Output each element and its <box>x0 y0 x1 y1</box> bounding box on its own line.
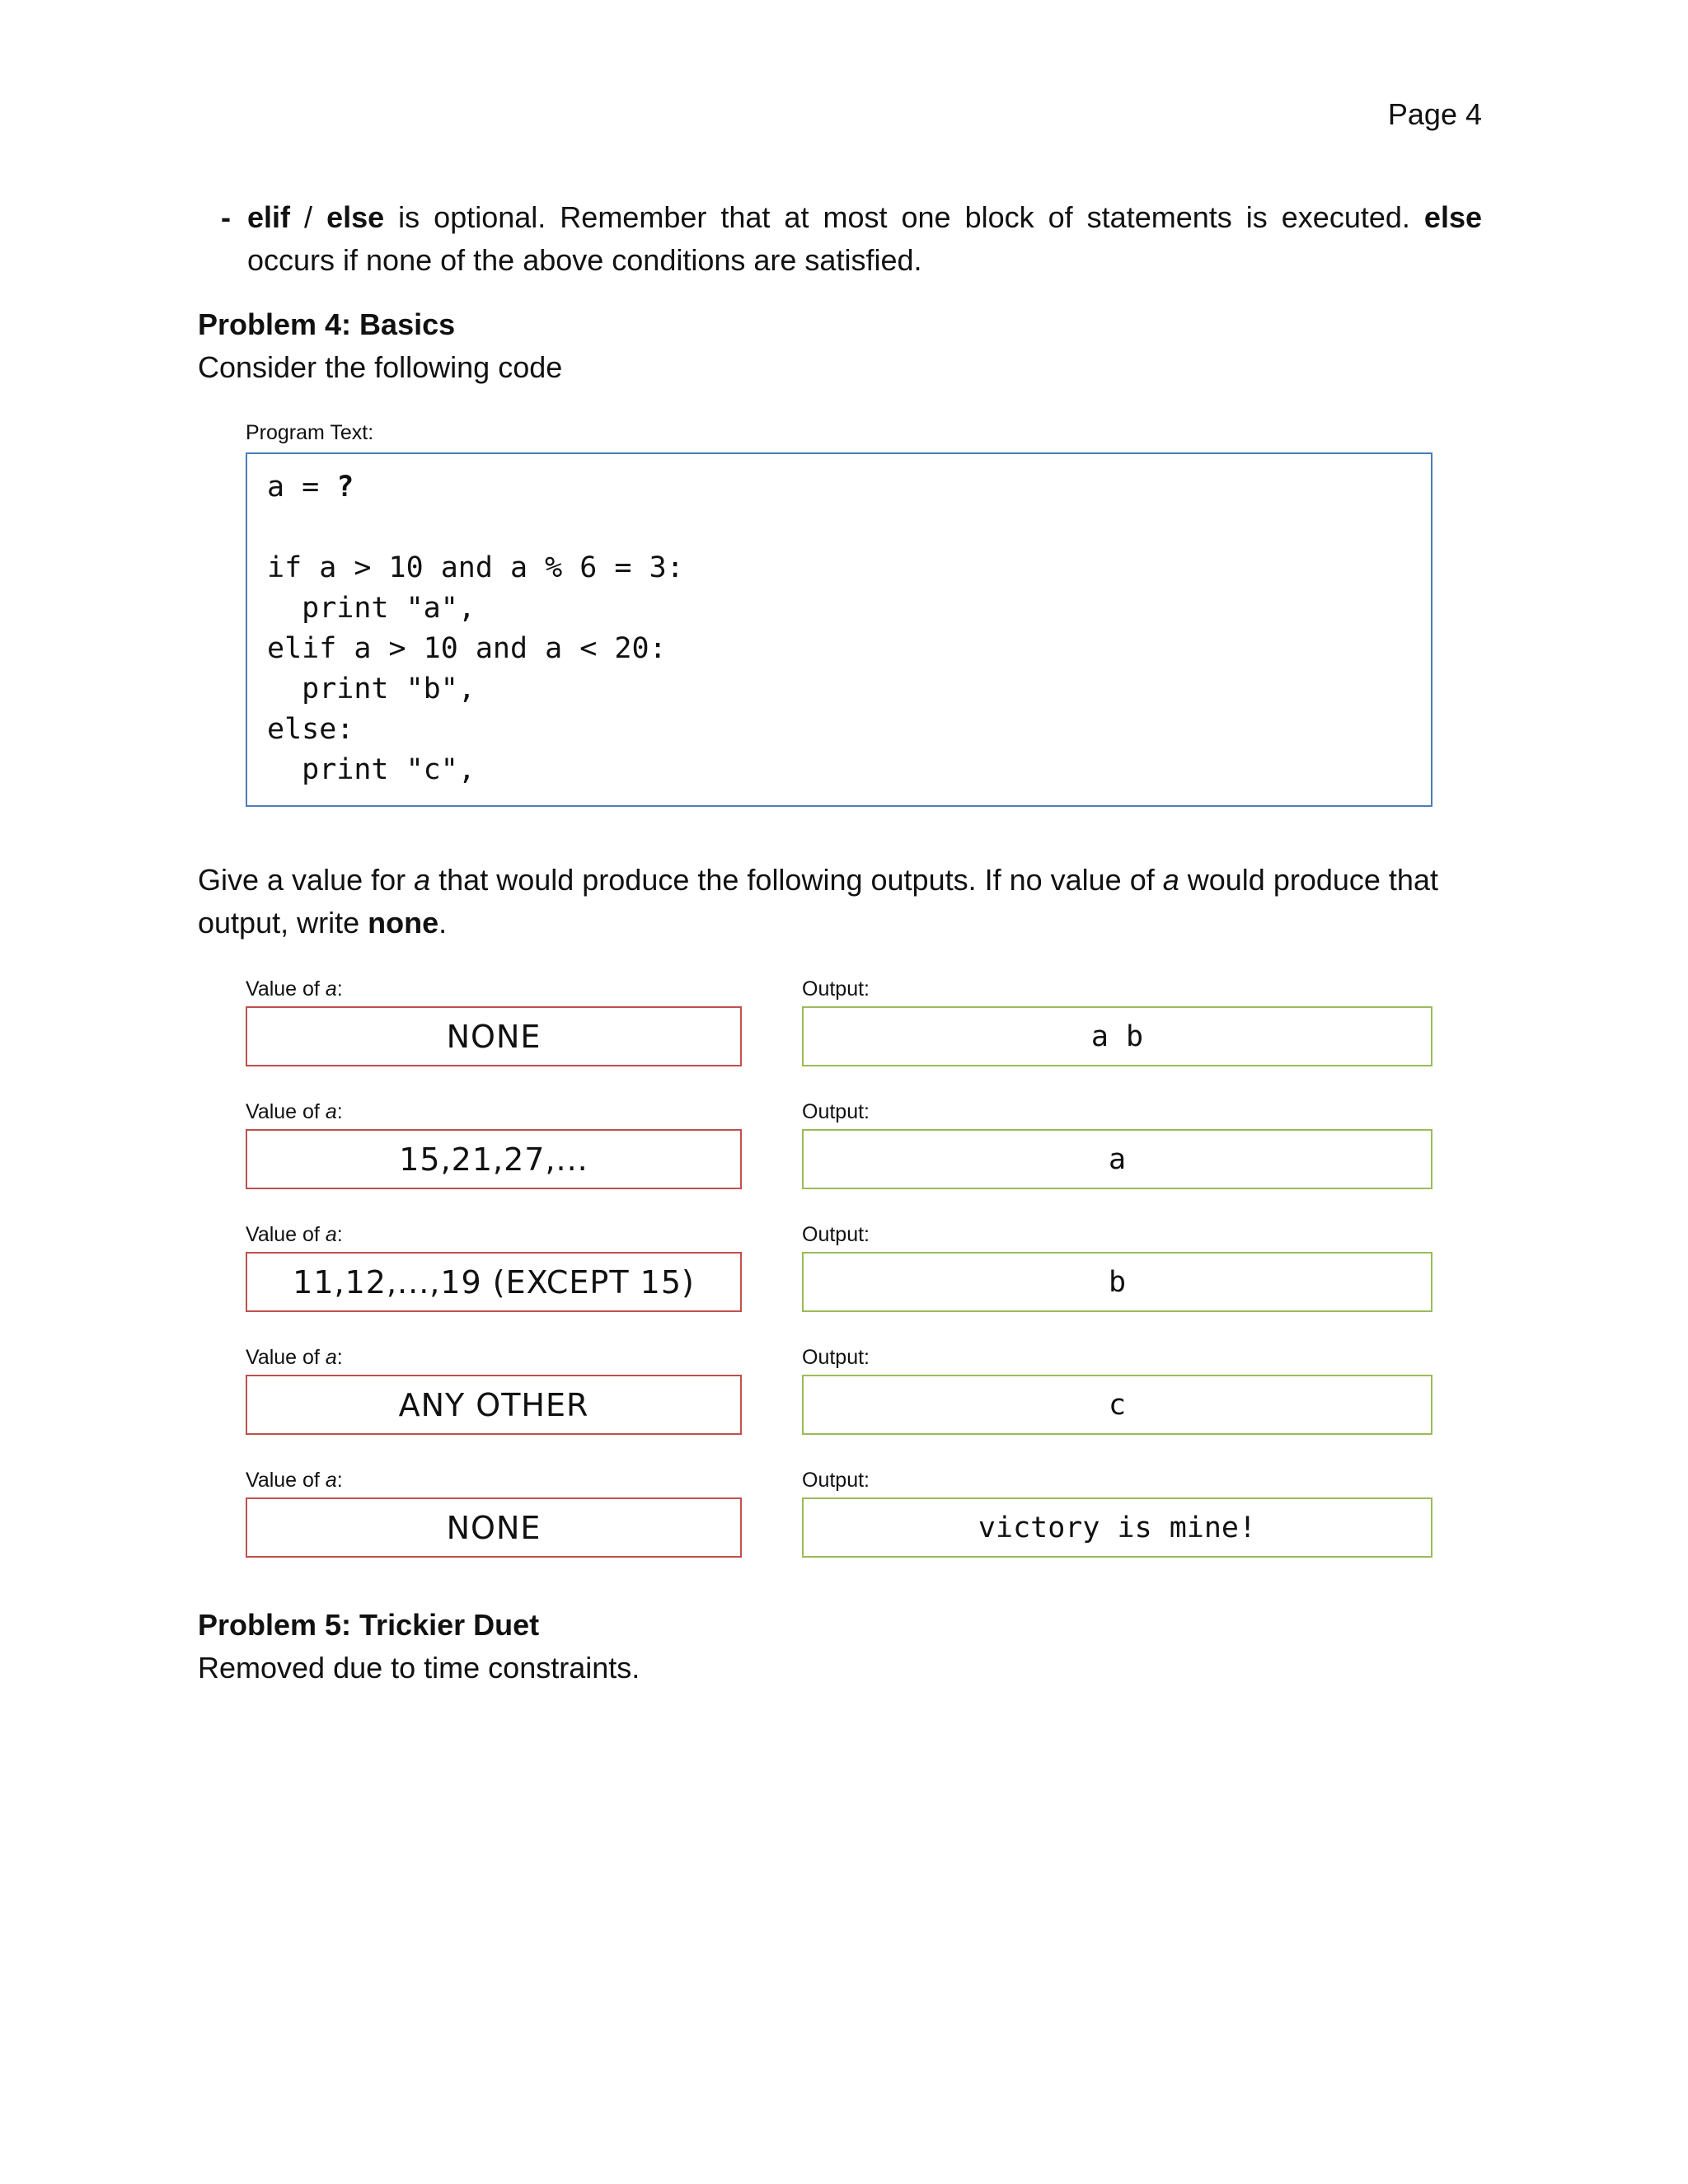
intro-part-3: would produce that output, write <box>198 863 1438 940</box>
value-label-suffix: : <box>336 977 343 1001</box>
value-answer-box[interactable]: 11,12,...,19 (EXCEPT 15) <box>246 1252 742 1312</box>
output-label: Output: <box>802 1223 870 1246</box>
value-label <box>246 1100 343 1124</box>
value-label-var: a <box>325 1223 337 1246</box>
code-line-1-prefix: a = <box>267 471 337 504</box>
value-label <box>246 1223 343 1247</box>
value-label-prefix: Value of <box>246 1100 326 1123</box>
value-answer-box[interactable]: NONE <box>246 1497 742 1558</box>
code-line-3: if a > 10 and a % 6 = 3: <box>267 551 684 584</box>
value-label-var: a <box>325 1346 337 1369</box>
value-label-var: a <box>325 977 337 1001</box>
value-answer-box[interactable]: 15,21,27,... <box>246 1129 742 1189</box>
code-line-1 <box>267 467 1411 508</box>
value-label-var: a <box>325 1100 337 1123</box>
code-line-6: print "b", <box>267 673 476 705</box>
code-line-5: elif a > 10 and a < 20: <box>267 632 667 665</box>
output-label: Output: <box>802 977 870 1001</box>
intro-part-2: that would produce the following outputs. If no value of <box>430 863 1163 897</box>
bullet-mid-text: is optional. Remember that at most one block of statements is executed. <box>384 200 1424 234</box>
problem-5-subtitle: Removed due to time constraints. <box>198 1651 640 1685</box>
value-label-suffix: : <box>336 1346 343 1369</box>
question-intro <box>198 859 1482 944</box>
output-box: c <box>802 1375 1432 1435</box>
code-line-4: print "a", <box>267 592 476 625</box>
output-box: victory is mine! <box>802 1497 1432 1558</box>
intro-var-a-2: a <box>1162 863 1179 897</box>
output-label: Output: <box>802 1100 870 1123</box>
keyword-else: else <box>326 200 385 234</box>
output-box: a b <box>802 1006 1432 1066</box>
value-label-suffix: : <box>336 1100 343 1123</box>
code-line-8: print "c", <box>267 753 476 786</box>
value-label-prefix: Value of <box>246 1469 326 1492</box>
value-label-prefix: Value of <box>246 977 326 1001</box>
value-label <box>246 1469 343 1493</box>
keyword-else-2: else <box>1423 200 1482 234</box>
output-box: a <box>802 1129 1432 1189</box>
value-label-suffix: : <box>336 1469 343 1492</box>
value-label-var: a <box>325 1469 337 1492</box>
code-line-2 <box>267 508 1411 548</box>
intro-var-a: a <box>414 863 431 897</box>
output-box: b <box>802 1252 1432 1312</box>
problem-5-heading: Problem 5: Trickier Duet <box>198 1608 540 1642</box>
intro-part-4: . <box>438 906 448 940</box>
value-label <box>246 1346 343 1370</box>
problem-4-subtitle: Consider the following code <box>198 350 563 384</box>
program-text-label: Program Text: <box>246 421 374 444</box>
bullet-note <box>221 196 1482 282</box>
slash: / <box>290 200 327 234</box>
problem-4-heading: Problem 4: Basics <box>198 307 456 341</box>
value-label-suffix: : <box>336 1223 343 1246</box>
intro-none: none <box>368 906 439 940</box>
value-answer-box[interactable]: NONE <box>246 1006 742 1066</box>
bullet-end-text: occurs if none of the above conditions are satisfied. <box>247 243 922 277</box>
value-answer-box[interactable]: ANY OTHER <box>246 1375 742 1435</box>
page-number: Page 4 <box>1387 97 1482 131</box>
intro-part-1: Give a value for <box>198 863 415 897</box>
code-unknown-value: ? <box>336 471 354 504</box>
value-label <box>246 977 343 1001</box>
bullet-text <box>247 196 1482 282</box>
value-label-prefix: Value of <box>246 1223 326 1246</box>
output-label: Output: <box>802 1469 870 1492</box>
bullet-dash: - <box>221 200 231 234</box>
code-line-7: else: <box>267 713 354 746</box>
keyword-elif: elif <box>247 200 291 234</box>
program-code-box <box>246 452 1432 807</box>
value-label-prefix: Value of <box>246 1346 326 1369</box>
output-label: Output: <box>802 1346 870 1369</box>
